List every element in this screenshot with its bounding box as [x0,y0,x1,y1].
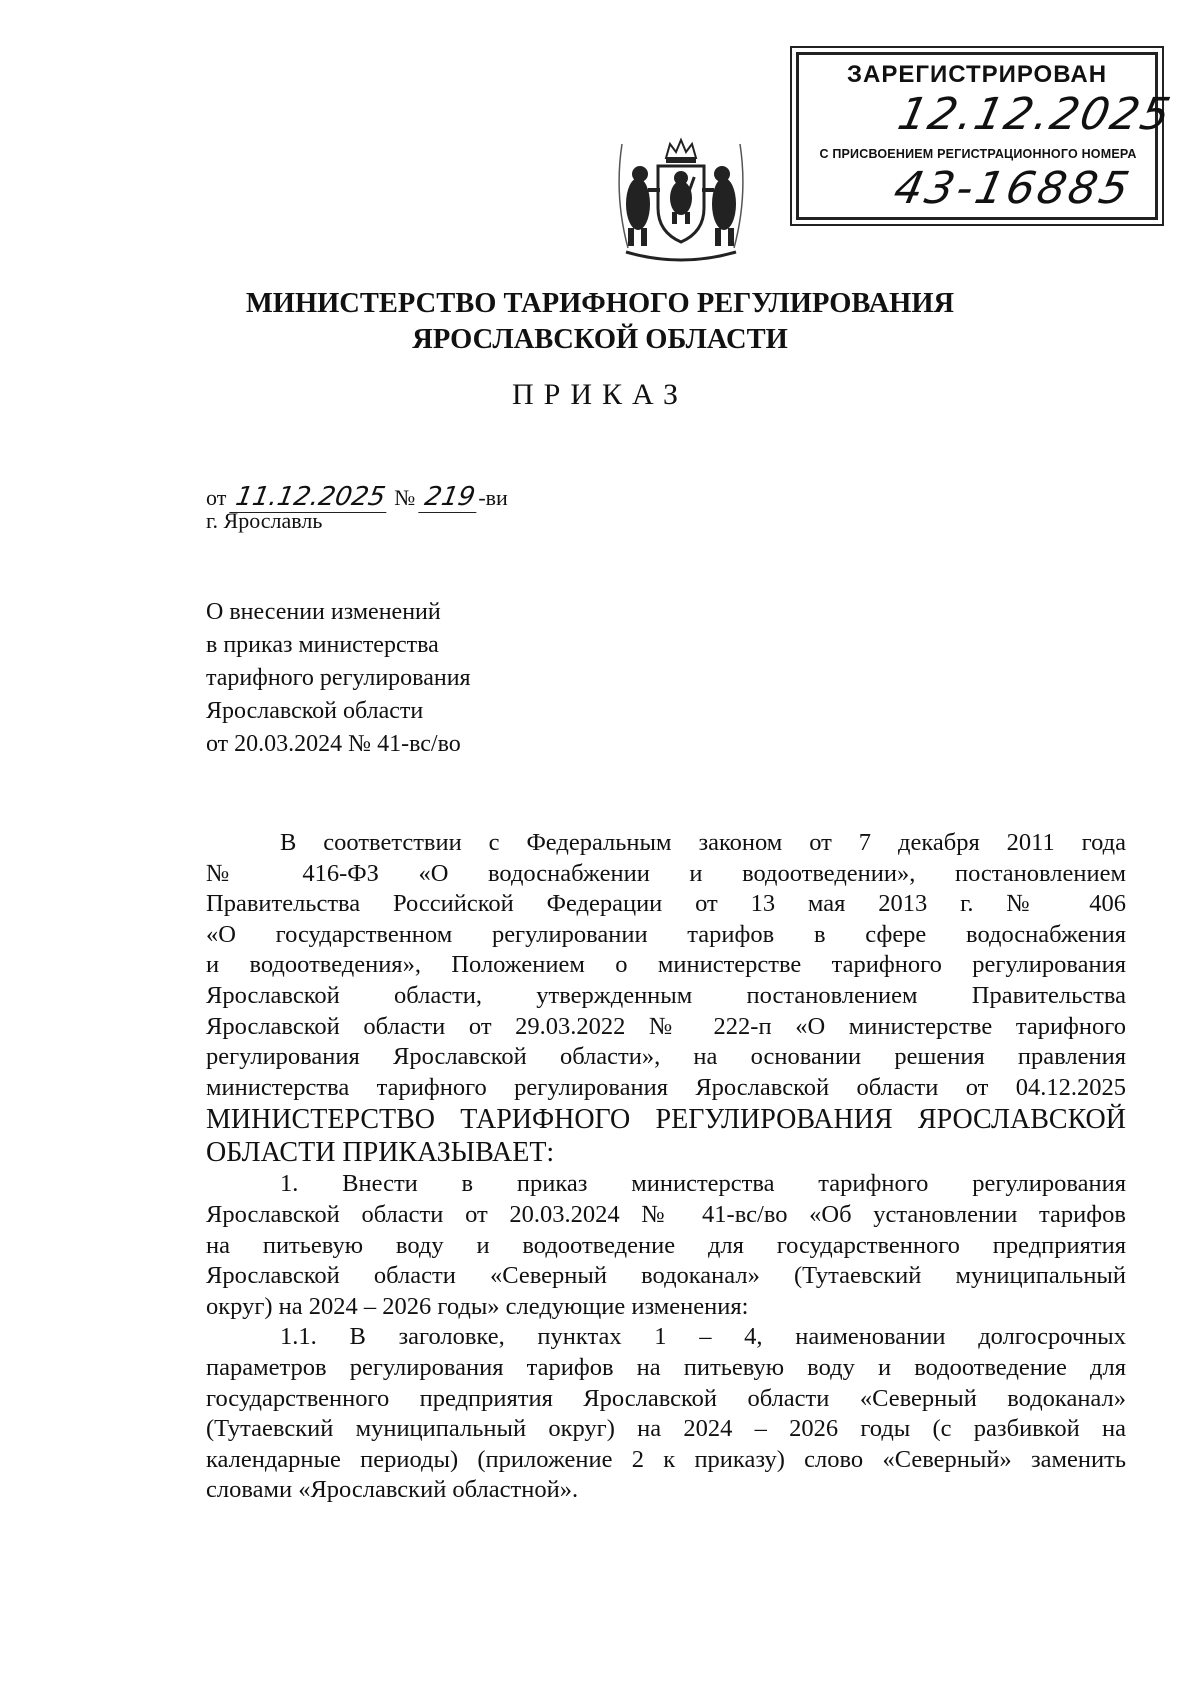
item1-1-line: 1.1. В заголовке, пунктах 1 – 4, наименовании долгосрочных [280,1323,1126,1351]
item1-line: 1. Внести в приказ министерства тарифного регулирования [280,1170,1126,1198]
preamble-line: Правительства Российской Федерации от 13 мая 2013 г. № 406 [206,890,1126,918]
preamble-line: «О государственном регулировании тарифов в сфере водоснабжения [206,920,1126,948]
item1-1-line: календарные периоды) (приложение 2 к приказу) слово «Северный» заменить [206,1445,1126,1473]
stamp-subtitle: С ПРИСВОЕНИЕМ РЕГИСТРАЦИОННОГО НОМЕРА [819,147,1137,161]
preamble-line: Ярославской области, утвержденным постановлением Правительства [206,981,1126,1009]
resolution-caps-line: МИНИСТЕРСТВО ТАРИФНОГО РЕГУЛИРОВАНИЯ ЯРОСЛАВСКОЙ [206,1104,1126,1136]
item1-1-line: словами «Ярославский областной». [206,1476,579,1504]
registration-stamp [796,52,1177,220]
city: г. Ярославль [206,508,323,533]
ministry-title-line1: МИНИСТЕРСТВО ТАРИФНОГО РЕГУЛИРОВАНИЯ [245,288,955,319]
preamble-line: № 416-ФЗ «О водоснабжении и водоотведении», постановлением [206,859,1126,887]
document-type: ПРИКАЗ [512,378,688,411]
stamp-title: ЗАРЕГИСТРИРОВАН [846,61,1108,88]
preamble-line: Ярославской области от 29.03.2022 № 222-п «О министерстве тарифного [206,1012,1126,1040]
preamble-line: министерства тарифного регулирования Ярославской области от 04.12.2025 [206,1073,1126,1101]
subject-line: в приказ министерства [206,632,439,658]
number-label: № [394,485,416,510]
item1-line: Ярославской области от 20.03.2024 № 41-вс/во «Об установлении тарифов [206,1200,1126,1228]
order-subject [206,596,626,761]
subject-line: Ярославской области [206,698,424,724]
item1-line: округ) на 2024 – 2026 годы» следующие изменения: [206,1292,749,1320]
from-label: от [206,485,227,510]
subject-line: от 20.03.2024 № 41-вс/во [206,731,461,757]
order-number-handwritten: 219 [418,482,481,513]
ministry-title-line2: ЯРОСЛАВСКОЙ ОБЛАСТИ [412,324,788,355]
item1-1-line: (Тутаевский муниципальный округ) на 2024 – 2026 годы (с разбивкой на [206,1415,1126,1443]
order-body [206,828,1126,1506]
item1-1-line: параметров регулирования тарифов на питьевую воду и водоотведение для [206,1353,1126,1381]
preamble-line: регулирования Ярославской области», на основании решения правления [206,1043,1126,1071]
stamp-date: 12.12.2025 [893,89,1177,140]
stamp-registration-number: 43-16885 [889,163,1137,214]
subject-line: тарифного регулирования [206,665,471,691]
preamble-line: и водоотведения», Положением о министерстве тарифного регулирования [206,951,1126,979]
item1-line: на питьевую воду и водоотведение для государственного предприятия [206,1231,1126,1259]
order-number-suffix: -ви [478,485,508,510]
coat-of-arms-icon [614,136,748,268]
preamble-line: В соответствии с Федеральным законом от 7 декабря 2011 года [280,829,1126,856]
resolution-caps-line: ОБЛАСТИ ПРИКАЗЫВАЕТ: [206,1137,555,1169]
item1-1-line: государственного предприятия Ярославской области «Северный водоканал» [206,1384,1126,1412]
item1-line: Ярославской области «Северный водоканал» (Тутаевский муниципальный [206,1262,1126,1290]
order-date-handwritten: 11.12.2025 [229,482,391,513]
subject-line: О внесении изменений [206,599,441,625]
